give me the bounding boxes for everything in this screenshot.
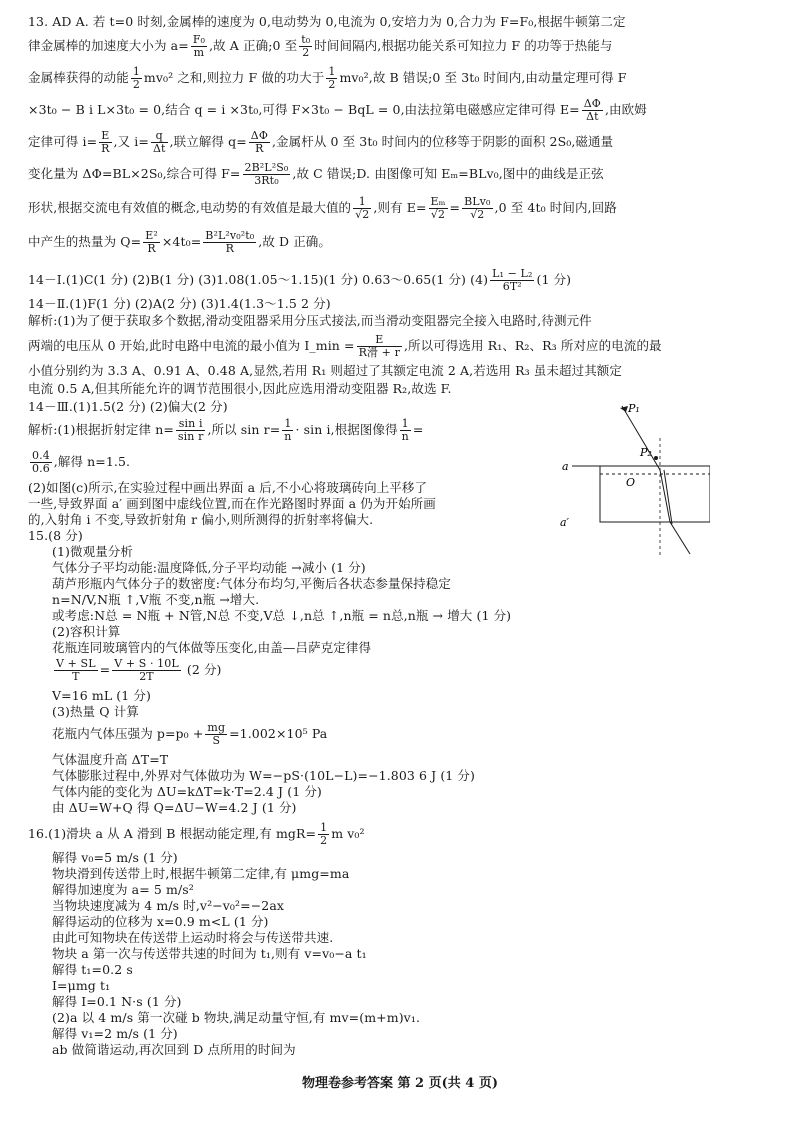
q14-3-line-6: 的,入射角 i 不变,导致折射角 r 偏小,则所测得的折射率将偏大. [28,512,374,527]
fraction: $\frac{V + S \cdot 10L}{2T}$ [114,657,179,683]
q15-line-5: n=N/V,N瓶 ↑,V瓶 不变,n瓶 →增大. [52,592,260,607]
fraction: $\frac{\text{t₀}}{2}$ [301,33,311,59]
q16-line-10: I=μmg t₁ [52,978,111,993]
page-footer: 物理卷参考答案 第 2 页(共 4 页) [301,1076,499,1091]
fraction: $\frac{1}{√2}$ [355,195,370,221]
fraction: $\frac{1}{2}$ [328,65,336,91]
fraction: $\frac{\text{sin i}}{\text{sin r}}$ [177,417,204,443]
q13-line-7: 形状,根据交流电有效值的概念,电动势的有效值是最大值的 $\frac{1}{√2}$ ,则有 E= $\frac{\text{Eₘ}}{√2}$ = $\frac{\text{BLv₀}}{√2}$ ,0 至 4t₀ 时间内,回路 [28,195,617,221]
fraction: $\frac{mg}{S}$ [207,721,226,747]
q13-line-8: 中产生的热量为 Q= $\frac{\text{E²}}{R}$ ×4t₀= $\frac{\text{B²L²v₀²t₀}}{R}$ ,故 D 正确。 [28,229,332,255]
q15-line-13: 气体温度升高 ΔT=T [52,752,169,767]
q15-line-16: 由 ΔU=W+Q 得 Q=ΔU−W=4.2 J (1 分) [52,800,297,815]
q14-3-line-2: 解析:(1)根据折射定律 n= $\frac{\text{sin i}}{\text{sin r}}$ ,所以 sin r= $\frac{1}{n}$ · sin i,根据图像得 $\frac{1}{n}$ = [28,417,424,443]
incident-ray [622,406,660,470]
q15-line-14: 气体膨胀过程中,外界对气体做功为 W=−pS·(10L−L)=−1.803 6 J (1 分) [52,768,476,783]
q13-line-4: ×3t₀ − B i L×3t₀ = 0,结合 q = i ×3t₀,可得 F×3t₀ − BqL = 0,由法拉第电磁感应定律可得 E= $\frac{\Delta\Phi}{\Delta t}$ ,由欧姆 [28,97,647,123]
q14-3-line-5: 一些,导致界面 a′ 画到图中虚线位置,而在作光路图时界面 a 仍为开始所画 [28,496,436,511]
q13-line-3: 金属棒获得的动能 $\frac{1}{2}$ mv₀² 之和,则拉力 F 做的功大于 $\frac{1}{2}$ mv₀²,故 B 错误;0 至 3t₀ 时间内,由动量定理可得 F [28,65,627,91]
exit-ray [670,522,690,554]
label-p1: P₁ [628,402,640,415]
fraction: $\frac{\text{Eₘ}}{√2}$ [430,195,446,221]
q14-3-line-4: (2)如图(c)所示,在实验过程中画出界面 a 后,不小心将玻璃砖向上平移了 [28,480,428,495]
fraction: $\frac{\Delta\Phi}{\Delta t}$ [583,97,601,123]
fraction: $\frac{\text{BLv₀}}{√2}$ [464,195,491,221]
fraction: $\frac{\text{2B²L²S₀}}{\text{3Rt₀}}$ [244,161,289,187]
q16-line-1: 16.(1)滑块 a 从 A 滑到 B 根据动能定理,有 mgR= $\frac{1}{2}$ m v₀² [28,821,365,847]
q14-3-line-3: $\frac{0.4}{0.6}$ ,解得 n=1.5. [32,449,131,475]
fraction: $\frac{\text{F₀}}{m}$ [192,33,206,59]
q15-line-1: 15.(8 分) [28,528,83,543]
fraction: $\frac{1}{n}$ [284,417,292,443]
q15-line-3: 气体分子平均动能:温度降低,分子平均动能 →减小 (1 分) [52,560,366,575]
q15-line-6: 或考虑:N总 = N瓶 + N管,N总 不变,V总 ↓,n总 ↑,n瓶 = n总,n瓶 → 增大 (1 分) [52,608,512,623]
q13-line-5: 定律可得 i= $\frac{E}{R}$ ,又 i= $\frac{q}{\Delta t}$ ,联立解得 q= $\frac{\Delta\Phi}{R}$ ,金属杆从 0 至 3t₀ 时间内的位移等于阴影的面积 2S₀,磁通量 [28,129,614,155]
q16-line-11: 解得 I=0.1 N·s (1 分) [52,994,182,1009]
q15-line-12: 花瓶内气体压强为 p=p₀ + $\frac{mg}{S}$ =1.002×10⁵ Pa [52,721,328,747]
q14-3-line-1: 14－Ⅲ.(1)1.5(2 分) (2)偏大(2 分) [28,399,228,414]
pin-p2 [654,456,658,460]
fraction: $\frac{\Delta\Phi}{R}$ [250,129,268,155]
q15-line-2: (1)微观量分析 [52,544,134,559]
fraction: $\frac{E}{\text{R滑 + r}}$ [358,333,400,359]
q15-line-4: 葫芦形瓶内气体分子的数密度:气体分布均匀,平衡后各状态参量保持稳定 [52,576,451,591]
q13-line-2: 律金属棒的加速度大小为 a= $\frac{\text{F₀}}{m}$ ,故 A 正确;0 至 $\frac{\text{t₀}}{2}$ 时间间隔内,根据功能关系可知拉力 F 的功等于热能与 [28,33,613,59]
q14-2-line-2: 解析:(1)为了便于获取多个数据,滑动变阻器采用分压式接法,而当滑动变阻器完全接入电路时,待测元件 [28,313,592,328]
q15-line-7: (2)容积计算 [52,624,121,639]
q16-line-6: 解得运动的位移为 x=0.9 m<L (1 分) [52,914,269,929]
fraction: $\frac{\text{B²L²v₀²t₀}}{R}$ [205,229,255,255]
q15-line-10: V=16 mL (1 分) [52,688,151,703]
q14-1-line: 14－Ⅰ.(1)C(1 分) (2)B(1 分) (3)1.08(1.05～1.15)(1 分) 0.63～0.65(1 分) (4) $\frac{\text{L₁ − L₂}}{\text{6T²}}$ (1 分) [28,267,572,293]
q15-line-8: 花瓶连同玻璃管内的气体做等压变化,由盖—吕萨克定律得 [52,640,372,655]
arrow-icon [620,406,628,412]
q14-2-line-4: 小值分别约为 3.3 A、0.91 A、0.48 A,显然,若用 R₁ 则超过了其额定电流 2 A,若选用 R₃ 虽未超过其额定 [28,363,623,378]
fraction: $\frac{E}{R}$ [101,129,110,155]
q16-line-2: 解得 v₀=5 m/s (1 分) [52,850,178,865]
fraction: $\frac{V + SL}{T}$ [56,657,96,683]
label-a-prime: a′ [560,516,570,529]
q16-line-4: 解得加速度为 a= 5 m/s² [52,882,194,897]
q16-line-3: 物块滑到传送带上时,根据牛顿第二定律,有 μmg=ma [52,866,350,881]
label-p2: P₂ [640,446,652,459]
q16-line-7: 由此可知物块在传送带上运动时将会与传送带共速. [52,930,334,945]
refraction-diagram [560,398,710,558]
fraction: $\frac{q}{\Delta t}$ [152,129,166,155]
label-a: a [562,460,569,473]
q16-line-5: 当物块速度减为 4 m/s 时,v²−v₀²=−2ax [52,898,285,913]
label-o: O [626,476,636,489]
q15-line-15: 气体内能的变化为 ΔU=kΔT=k·T=2.4 J (1 分) [52,784,322,799]
q14-2-line-1: 14－Ⅱ.(1)F(1 分) (2)A(2 分) (3)1.4(1.3～1.5 2 分) [28,296,331,311]
fraction: $\frac{1}{n}$ [401,417,409,443]
q13-line-1: 13. AD A. 若 t=0 时刻,金属棒的速度为 0,电动势为 0,电流为 0,安培力为 0,合力为 F=F₀,根据牛顿第二定 [28,14,626,29]
q16-line-14: ab 做简谐运动,再次回到 D 点所用的时间为 [52,1042,296,1057]
fraction: $\frac{1}{2}$ [132,65,140,91]
fraction: $\frac{\text{E²}}{R}$ [145,229,158,255]
q16-line-8: 物块 a 第一次与传送带共速的时间为 t₁,则有 v=v₀−a t₁ [52,946,367,961]
q15-line-9: $\frac{V + SL}{T}$ = $\frac{V + S \cdot 10L}{2T}$ (2 分) [56,657,222,683]
q14-2-line-3: 两端的电压从 0 开始,此时电路中电流的最小值为 I_min = $\frac{E}{\text{R滑 + r}}$ ,所以可得选用 R₁、R₂、R₃ 所对应的电流的最 [28,333,662,359]
q16-line-12: (2)a 以 4 m/s 第一次碰 b 物块,满足动量守恒,有 mv=(m+m)v₁. [52,1010,421,1025]
fraction: $\frac{1}{2}$ [320,821,328,847]
q15-line-11: (3)热量 Q 计算 [52,704,139,719]
q16-line-9: 解得 t₁=0.2 s [52,962,133,977]
fraction: $\frac{0.4}{0.6}$ [32,449,50,475]
q14-2-line-5: 电流 0.5 A,但其所能允许的调节范围很小,因此应选用滑动变阻器 R₂,故选 F. [28,381,452,396]
q16-line-13: 解得 v₁=2 m/s (1 分) [52,1026,178,1041]
q13-line-6: 变化量为 ΔΦ=BL×2S₀,综合可得 F= $\frac{\text{2B²L²S₀}}{\text{3Rt₀}}$ ,故 C 错误;D. 由图像可知 Eₘ=BLv₀,图中的曲线是正弦 [28,161,604,187]
fraction: $\frac{\text{L₁ − L₂}}{\text{6T²}}$ [492,267,533,293]
